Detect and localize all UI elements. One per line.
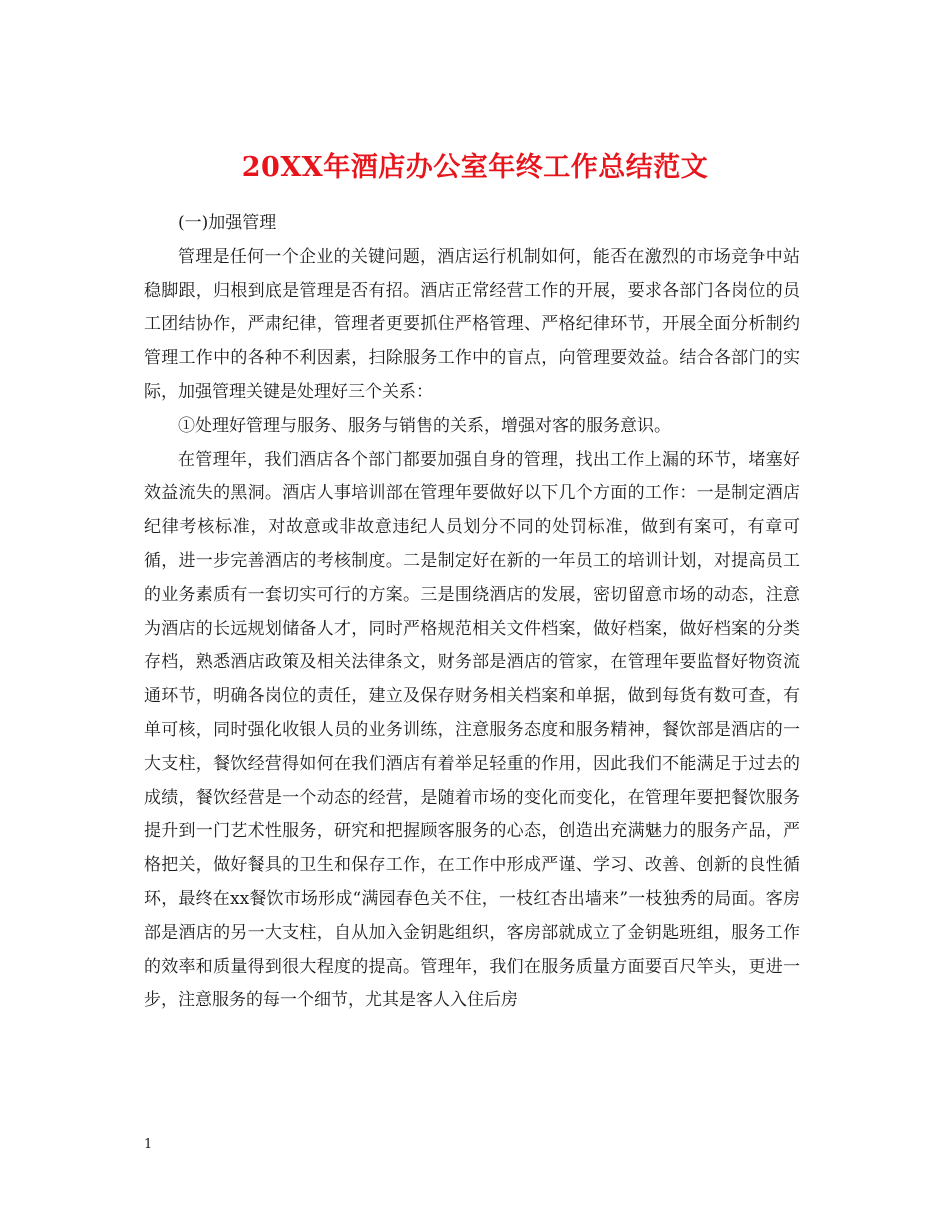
body-paragraph: 在管理年，我们酒店各个部门都要加强自身的管理，找出工作上漏的环节，堵塞好效益流失的黑洞。酒店人事培训部在管理年要做好以下几个方面的工作：一是制定酒店纪律考核标准，对故意或非故意违纪人员划分不同的处罚标准，做到有案可，有章可循，进一步完善酒店的考核制度。二是制定好在新的一年员工的培训计划，对提高员工的业务素质有一套切实可行的方案。三是围绕酒店的发展，密切留意市场的动态，注意为酒店的长远规划储备人才，同时严格规范相关文件档案，做好档案，做好档案的分类存档，熟悉酒店政策及相关法律条文，财务部是酒店的管家，在管理年要监督好物资流通环节，明确各岗位的责任，建立及保存财务相关档案和单据，做到每货有数可查，有单可核，同时强化收银人员的业务训练，注意服务态度和服务精神，餐饮部是酒店的一大支柱，餐饮经营得如何在我们酒店有着举足轻重的作用，因此我们不能满足于过去的成绩，餐饮经营是一个动态的经营，是随着市场的变化而变化，在管理年要把餐饮服务提升到一门艺术性服务，研究和把握顾客服务的心态，创造出充满魅力的服务产品，严格把关，做好餐具的卫生和保存工作，在工作中形成严谨、学习、改善、创新的良性循环，最终在xx餐饮市场形成“满园春色关不住，一枝红杏出墙来”一枝独秀的局面。客房部是酒店的另一大支柱，自从加入金钥匙组织，客房部就成立了金钥匙班组，服务工作的效率和质量得到很大程度的提高。管理年，我们在服务质量方面要百尺竿头，更进一步，注意服务的每一个细节，尤其是客人入住后房: [144, 449, 800, 1011]
body-paragraph: 管理是任何一个企业的关键问题，酒店运行机制如何，能否在激烈的市场竞争中站稳脚跟，归根到底是管理是否有招。酒店正常经营工作的开展，要求各部门各岗位的员工团结协作，严肃纪律，管理者更要抓住严格管理、严格纪律环节，开展全面分析制约管理工作中的各种不利因素，扫除服务工作中的盲点，向管理要效益。结合各部门的实际，加强管理关键是处理好三个关系：: [144, 246, 800, 402]
document-body: [144, 207, 800, 1018]
section-heading: (一)加强管理: [178, 213, 277, 233]
body-paragraph: ①处理好管理与服务、服务与销售的关系，增强对客的服务意识。: [178, 415, 671, 436]
document-title: 20XX年酒店办公室年终工作总结范文: [241, 152, 709, 184]
page-number: 1: [144, 1137, 153, 1152]
